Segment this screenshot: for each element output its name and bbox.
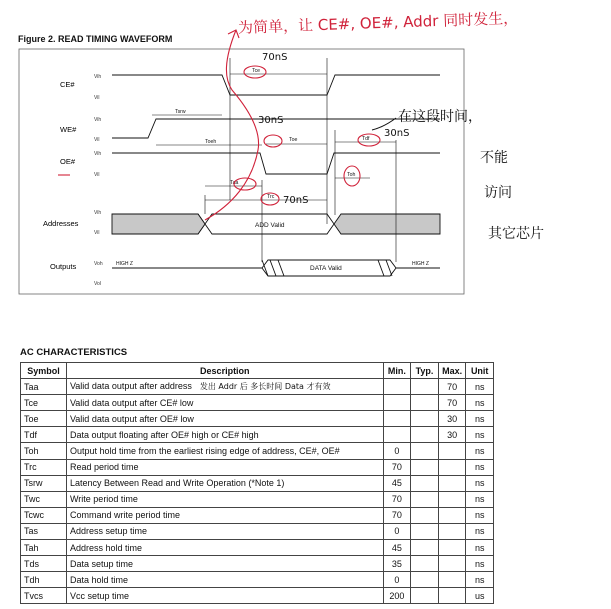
cell-description <box>66 572 383 588</box>
table-row <box>21 523 494 539</box>
table-row <box>21 556 494 572</box>
cell-max <box>438 427 466 443</box>
cell-min <box>383 540 411 556</box>
label-trc: Trc <box>267 194 275 200</box>
cell-typ <box>411 588 439 604</box>
cell-unit-text: ns <box>474 462 485 473</box>
cell-typ <box>411 507 439 523</box>
cell-symbol-text: Tsrw <box>24 478 43 489</box>
cell-symbol-text: Tdh <box>24 574 40 585</box>
label-tsrw: Tsrw <box>175 109 186 115</box>
cell-typ <box>411 427 439 443</box>
cell-typ <box>411 379 439 395</box>
cell-min-text: 45 <box>391 478 402 489</box>
level-vil: Vil <box>94 172 100 178</box>
label-highz-right: HIGH Z <box>412 261 429 267</box>
cell-max-text: 30 <box>447 429 458 440</box>
cell-symbol-text: Tcwc <box>24 510 44 521</box>
cell-symbol <box>21 475 67 491</box>
cell-symbol <box>21 379 67 395</box>
cell-description <box>66 443 383 459</box>
signal-label-we: WE# <box>60 125 77 134</box>
level-vol: Vol <box>94 281 101 287</box>
cell-typ <box>411 491 439 507</box>
cell-description <box>66 588 383 604</box>
table-row <box>21 395 494 411</box>
cell-description <box>66 523 383 539</box>
cell-symbol <box>21 395 67 411</box>
cell-unit-text: ns <box>474 413 485 424</box>
signal-label-addresses: Addresses <box>43 219 79 228</box>
cell-unit <box>466 588 494 604</box>
cell-unit-text: ns <box>474 478 485 489</box>
level-vil: Vil <box>94 230 100 236</box>
cell-max <box>438 572 466 588</box>
signal-label-ce: CE# <box>60 80 75 89</box>
cell-description-text: Valid data output after CE# low <box>69 397 194 408</box>
cell-description <box>66 540 383 556</box>
cell-min-text: 0 <box>394 574 400 585</box>
cell-min <box>383 588 411 604</box>
cell-description-text: Valid data output after address <box>69 381 192 392</box>
cell-max <box>438 523 466 539</box>
cell-description <box>66 379 383 395</box>
cell-description-text: Valid data output after OE# low <box>69 413 194 424</box>
cell-unit <box>466 459 494 475</box>
cell-symbol-text: Tce <box>24 397 39 408</box>
cell-symbol-text: Trc <box>24 462 37 473</box>
cell-description-text: Latency Between Read and Write Operation (*Note 1) <box>69 478 285 489</box>
cell-symbol-text: Tvcs <box>24 590 43 601</box>
outputs-transition-right <box>378 260 392 276</box>
cell-min <box>383 556 411 572</box>
annotation-circle-toe <box>264 135 282 147</box>
ac-characteristics-table <box>20 362 494 604</box>
label-toh: Toh <box>347 172 356 178</box>
cell-unit <box>466 443 494 459</box>
cell-min-text: 200 <box>389 590 405 601</box>
label-data-valid: DATA Valid <box>310 265 342 272</box>
cell-typ <box>411 411 439 427</box>
handwritten-side-1: 在这段时间， <box>398 109 482 125</box>
cell-symbol-text: Tdf <box>24 429 38 440</box>
cell-unit <box>466 507 494 523</box>
cell-unit-text: ns <box>474 558 485 569</box>
cell-max <box>438 475 466 491</box>
addr-dontcare-right <box>334 214 440 234</box>
cell-unit-text: ns <box>474 381 485 392</box>
table-row <box>21 491 494 507</box>
cell-min-text: 70 <box>391 462 402 473</box>
cell-max <box>438 491 466 507</box>
cell-unit <box>466 427 494 443</box>
level-voh: Voh <box>94 261 103 267</box>
cell-min <box>383 523 411 539</box>
cell-description-text: Address hold time <box>69 542 143 553</box>
cell-description <box>66 459 383 475</box>
cell-description <box>66 475 383 491</box>
cell-unit <box>466 379 494 395</box>
cell-max <box>438 540 466 556</box>
cell-description-text: Address setup time <box>69 526 148 537</box>
handwritten-30ns-right: 30nS <box>384 128 410 139</box>
cell-min <box>383 379 411 395</box>
handwritten-row-note: 发出 Addr 后 多长时间 Data 才有效 <box>199 382 331 392</box>
cell-description <box>66 556 383 572</box>
header-symbol: Symbol <box>21 363 67 379</box>
cell-min <box>383 491 411 507</box>
cell-max <box>438 588 466 604</box>
cell-typ <box>411 540 439 556</box>
cell-max <box>438 395 466 411</box>
cell-symbol-text: Toe <box>24 413 39 424</box>
cell-typ <box>411 556 439 572</box>
label-toeh: Toeh <box>205 139 217 145</box>
level-vil: Vil <box>94 95 100 101</box>
cell-symbol <box>21 540 67 556</box>
cell-max <box>438 443 466 459</box>
cell-min-text: 0 <box>394 446 400 457</box>
cell-symbol-text: Taa <box>24 381 39 392</box>
handwritten-side-2: 不能 <box>480 150 508 166</box>
cell-symbol-text: Tds <box>24 558 40 569</box>
level-vih: Vih <box>94 117 102 123</box>
cell-max <box>438 556 466 572</box>
cell-description-text: Command write period time <box>69 510 181 521</box>
label-tce: Tce <box>252 68 261 74</box>
cell-unit-text: ns <box>474 526 485 537</box>
cell-max-text: 70 <box>447 397 458 408</box>
label-toe: Toe <box>289 137 298 143</box>
cell-symbol <box>21 491 67 507</box>
cell-unit <box>466 475 494 491</box>
handwritten-side-4: 其它芯片 <box>488 226 544 242</box>
cell-unit-text: ns <box>474 510 485 521</box>
ac-characteristics-title: AC CHARACTERISTICS <box>20 347 128 358</box>
cell-min <box>383 395 411 411</box>
cell-description-text: Data hold time <box>69 574 128 585</box>
cell-symbol <box>21 556 67 572</box>
cell-min-text: 35 <box>391 558 402 569</box>
annotation-red-curve <box>205 30 259 220</box>
level-vih: Vih <box>94 210 102 216</box>
cell-typ <box>411 395 439 411</box>
label-taa: Taa <box>230 180 239 186</box>
handwritten-70ns-top: 70nS <box>262 52 288 63</box>
cell-min <box>383 475 411 491</box>
cell-unit-text: ns <box>474 542 485 553</box>
table-row <box>21 459 494 475</box>
cell-unit-text: ns <box>474 429 485 440</box>
cell-description <box>66 427 383 443</box>
table-row <box>21 411 494 427</box>
header-unit: Unit <box>466 363 494 379</box>
table-row <box>21 540 494 556</box>
cell-unit-text: ns <box>474 446 485 457</box>
cell-unit <box>466 556 494 572</box>
table-row <box>21 427 494 443</box>
cell-description-text: Output hold time from the earliest rising edge of address, CE#, OE# <box>69 446 340 457</box>
cell-min <box>383 459 411 475</box>
cell-typ <box>411 523 439 539</box>
cell-symbol <box>21 411 67 427</box>
table-row <box>21 475 494 491</box>
cell-symbol <box>21 459 67 475</box>
level-vih: Vih <box>94 74 102 80</box>
cell-description <box>66 507 383 523</box>
signal-label-outputs: Outputs <box>50 262 77 271</box>
cell-max <box>438 459 466 475</box>
cell-min-text: 70 <box>391 494 402 505</box>
cell-unit-text: ns <box>474 494 485 505</box>
cell-unit-text: us <box>474 590 485 601</box>
level-vil: Vil <box>94 137 100 143</box>
cell-unit <box>466 395 494 411</box>
cell-unit-text: ns <box>474 397 485 408</box>
cell-description-text: Data setup time <box>69 558 133 569</box>
cell-unit <box>466 523 494 539</box>
cell-typ <box>411 443 439 459</box>
cell-unit <box>466 572 494 588</box>
figure-title: Figure 2. READ TIMING WAVEFORM <box>18 34 173 44</box>
header-min: Min. <box>383 363 411 379</box>
handwritten-side-3: 访问 <box>484 185 512 201</box>
handwritten-top-note: 为简单，让 CE#, OE#, Addr 同时发生， <box>237 9 519 37</box>
cell-min <box>383 572 411 588</box>
table-row <box>21 572 494 588</box>
cell-symbol <box>21 523 67 539</box>
cell-max <box>438 379 466 395</box>
cell-min-text: 70 <box>391 510 402 521</box>
ce-waveform <box>112 75 440 95</box>
cell-unit-text: ns <box>474 574 485 585</box>
handwritten-70ns-low: 70nS <box>283 195 309 206</box>
cell-description-text: Write period time <box>69 494 138 505</box>
cell-typ <box>411 475 439 491</box>
cell-min-text: 45 <box>391 542 402 553</box>
cell-typ <box>411 572 439 588</box>
header-max: Max. <box>438 363 466 379</box>
waveform-frame <box>19 49 464 294</box>
cell-min <box>383 427 411 443</box>
cell-description <box>66 411 383 427</box>
cell-max <box>438 411 466 427</box>
cell-symbol <box>21 507 67 523</box>
cell-description-text: Read period time <box>69 462 139 473</box>
cell-unit <box>466 491 494 507</box>
cell-description <box>66 395 383 411</box>
cell-unit <box>466 540 494 556</box>
header-typ: Typ. <box>411 363 439 379</box>
cell-max-text: 30 <box>447 413 458 424</box>
table-row <box>21 379 494 395</box>
handwritten-30ns-mid: 30nS <box>258 115 284 126</box>
cell-symbol <box>21 443 67 459</box>
cell-unit <box>466 411 494 427</box>
cell-symbol-text: Tah <box>24 542 39 553</box>
oe-waveform <box>112 153 440 174</box>
outputs-transition-left <box>262 260 284 276</box>
label-addr-valid: ADD Valid <box>255 222 285 229</box>
cell-max <box>438 507 466 523</box>
cell-min <box>383 443 411 459</box>
label-highz-left: HIGH Z <box>116 261 133 267</box>
label-tdf: Tdf <box>362 136 370 142</box>
signal-label-oe: OE# <box>60 157 76 166</box>
cell-min <box>383 411 411 427</box>
cell-description-text: Vcc setup time <box>69 590 129 601</box>
table-body <box>21 379 494 604</box>
table-row <box>21 507 494 523</box>
cell-symbol <box>21 588 67 604</box>
table-row <box>21 588 494 604</box>
read-timing-waveform <box>0 0 611 300</box>
cell-symbol-text: Tas <box>24 526 39 537</box>
cell-min-text: 0 <box>394 526 400 537</box>
cell-min <box>383 507 411 523</box>
cell-symbol <box>21 427 67 443</box>
cell-max-text: 70 <box>447 381 458 392</box>
cell-symbol <box>21 572 67 588</box>
header-description: Description <box>66 363 383 379</box>
addr-dontcare-left <box>112 214 205 234</box>
table-header-row <box>21 363 494 379</box>
cell-description-text: Data output floating after OE# high or CE# high <box>69 429 259 440</box>
cell-symbol-text: Toh <box>24 446 39 457</box>
level-vih: Vih <box>94 151 102 157</box>
cell-typ <box>411 459 439 475</box>
cell-symbol-text: Twc <box>24 494 41 505</box>
cell-description <box>66 491 383 507</box>
table-row <box>21 443 494 459</box>
